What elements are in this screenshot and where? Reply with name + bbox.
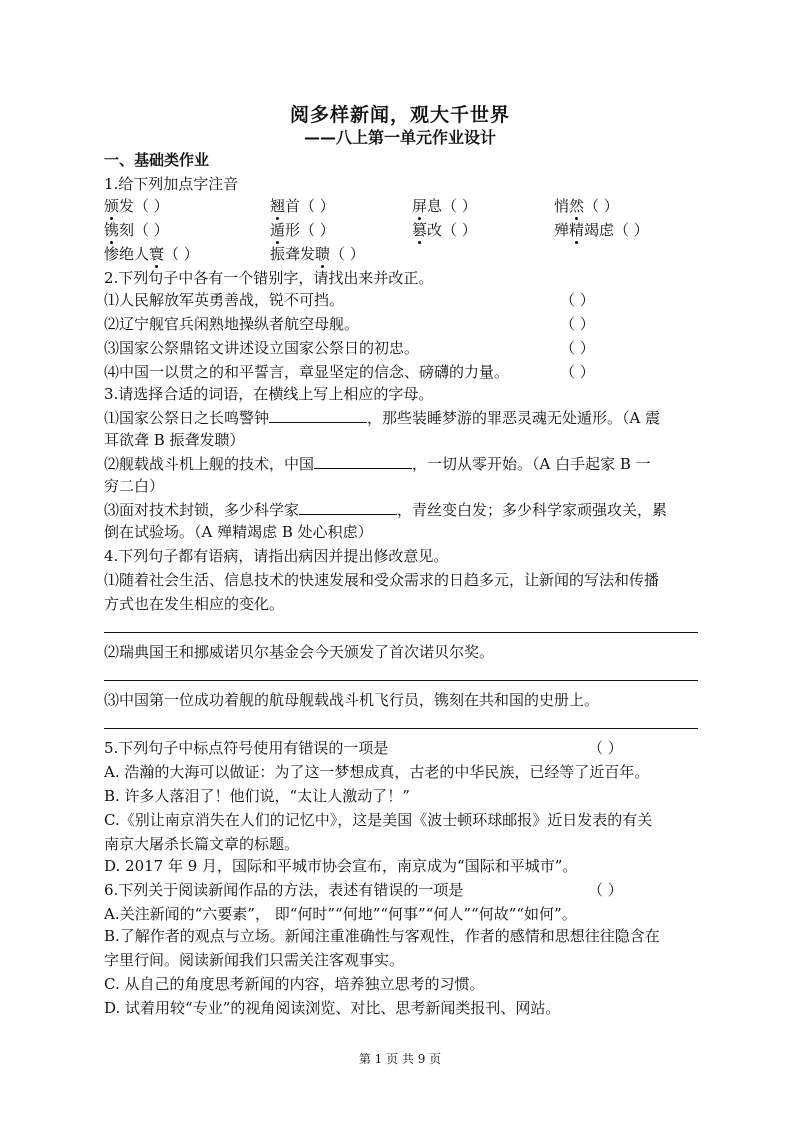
dotted-char: 然 <box>569 197 585 215</box>
pinyin-item: 惨绝人寰（ ） <box>104 245 199 263</box>
answer-line <box>104 680 698 681</box>
q6-option: C. 从自己的角度思考新闻的内容，培养独立思考的习惯。 <box>104 975 485 993</box>
q5-option: B. 许多人落泪了！他们说，“太让人激动了！” <box>104 787 410 805</box>
pinyin-item: 镌刻（ ） <box>104 221 169 239</box>
answer-paren: （ ） <box>588 881 623 899</box>
q5-option: A. 浩瀚的大海可以做证：为了这一梦想成真，古老的中华民族，已经等了近百年。 <box>104 763 650 781</box>
answer-blank <box>299 500 397 515</box>
q2-item: ⑵辽宁舰官兵闲熟地操纵者航空母舰。 <box>104 315 360 333</box>
pinyin-item: 颁发（ ） <box>104 197 169 215</box>
q4-item: ⑶中国第一位成功着舰的航母舰载战斗机飞行员，镌刻在共和国的史册上。 <box>104 691 600 709</box>
dotted-char: 颁 <box>104 197 120 215</box>
page-subtitle: ——八上第一单元作业设计 <box>303 128 496 147</box>
answer-paren: （ ） <box>588 739 623 757</box>
question-5-stem: 5.下列句子中标点符号使用有错误的一项是 <box>104 739 389 757</box>
q2-item: ⑴人民解放军英勇善战，锐不可挡。 <box>104 291 345 309</box>
q5-option: D. 2017 年 9 月，国际和平城市协会宣布，南京成为“国际和平城市”。 <box>104 857 578 875</box>
section-heading: 一、基础类作业 <box>104 151 210 169</box>
q5-option-cont: 南京大屠杀长篇文章的标题。 <box>104 835 300 853</box>
q6-option: A.关注新闻的“六要素”， 即“何时”“何地”“何事”“何人”“何故”“如何”。 <box>104 905 577 923</box>
pinyin-item: 振聋发聩（ ） <box>270 245 365 263</box>
answer-paren: （ ） <box>560 291 595 309</box>
answer-blank <box>269 408 367 423</box>
answer-line <box>104 632 698 633</box>
question-4-stem: 4.下列句子都有语病，请指出病因并提出修改意见。 <box>104 547 449 565</box>
q3-item: ⑴国家公祭日之长鸣警钟 ，那些装睡梦游的罪恶灵魂无处遁形。（A 震 <box>104 409 661 427</box>
q5-option: C.《别让南京消失在人们的记忆中》，这是美国《波士顿环球邮报》近日发表的有关 <box>104 811 653 829</box>
dotted-char: 精 <box>569 221 585 239</box>
answer-line <box>104 728 698 729</box>
answer-blank <box>314 454 412 469</box>
pinyin-item: 殚精竭虑（ ） <box>554 221 649 239</box>
pinyin-item: 屏息（ ） <box>412 197 477 215</box>
pinyin-item: 翘首（ ） <box>270 197 335 215</box>
q2-item: ⑷中国一以贯之的和平誓言，章显坚定的信念、磅礴的力量。 <box>104 363 510 381</box>
q2-item: ⑶国家公祭鼎铭文讲述设立国家公祭日的初忠。 <box>104 339 420 357</box>
q3-item: ⑵舰载战斗机上舰的技术，中国 ，一切从零开始。（A 白手起家 B 一 <box>104 455 651 473</box>
dotted-char: 屏 <box>412 197 428 215</box>
question-3-stem: 3.请选择合适的词语，在横线上写上相应的字母。 <box>104 385 434 403</box>
dotted-char: 聩 <box>315 245 331 263</box>
q3-item-cont: 倒在试验场。（A 殚精竭虑 B 处心积虑） <box>104 523 373 541</box>
q6-option: B.了解作者的观点与立场。新闻注重准确性与客观性，作者的感情和思想往往隐含在 <box>104 927 660 945</box>
question-1-stem: 1.给下列加点字注音 <box>104 175 239 193</box>
answer-paren: （ ） <box>560 339 595 357</box>
question-2-stem: 2.下列句子中各有一个错别字，请找出来并改正。 <box>104 269 434 287</box>
page-number: 第 1 页 共 9 页 <box>358 1052 442 1066</box>
q3-item-cont: 穷二白） <box>104 477 165 495</box>
dotted-char: 篡 <box>412 221 428 239</box>
q4-item: ⑵瑞典国王和挪威诺贝尔基金会今天颁发了首次诺贝尔奖。 <box>104 643 495 661</box>
pinyin-item: 遁形（ ） <box>270 221 335 239</box>
dotted-char: 翘 <box>270 197 286 215</box>
q6-option-cont: 字里行间。阅读新闻我们只需关注客观事实。 <box>104 951 405 969</box>
page-title: 阅多样新闻，观大千世界 <box>289 104 510 126</box>
q3-item: ⑶面对技术封锁，多少科学家 ，青丝变白发；多少科学家顽强攻关，累 <box>104 501 668 519</box>
q3-item-cont: 耳欲聋 B 振聋发聩） <box>104 431 245 449</box>
answer-paren: （ ） <box>560 363 595 381</box>
pinyin-item: 悄然（ ） <box>554 197 619 215</box>
dotted-char: 寰 <box>149 245 165 263</box>
question-6-stem: 6.下列关于阅读新闻作品的方法，表述有错误的一项是 <box>104 881 464 899</box>
pinyin-item: 篡改（ ） <box>412 221 477 239</box>
answer-paren: （ ） <box>560 315 595 333</box>
q4-item: ⑴随着社会生活、信息技术的快速发展和受众需求的日趋多元，让新闻的写法和传播 <box>104 571 660 589</box>
q4-item-cont: 方式也在发生相应的变化。 <box>104 595 285 613</box>
q6-option: D. 试着用较“专业”的视角阅读浏览、对比、思考新闻类报刊、网站。 <box>104 999 561 1017</box>
dotted-char: 镌 <box>104 221 120 239</box>
dotted-char: 遁 <box>270 221 286 239</box>
